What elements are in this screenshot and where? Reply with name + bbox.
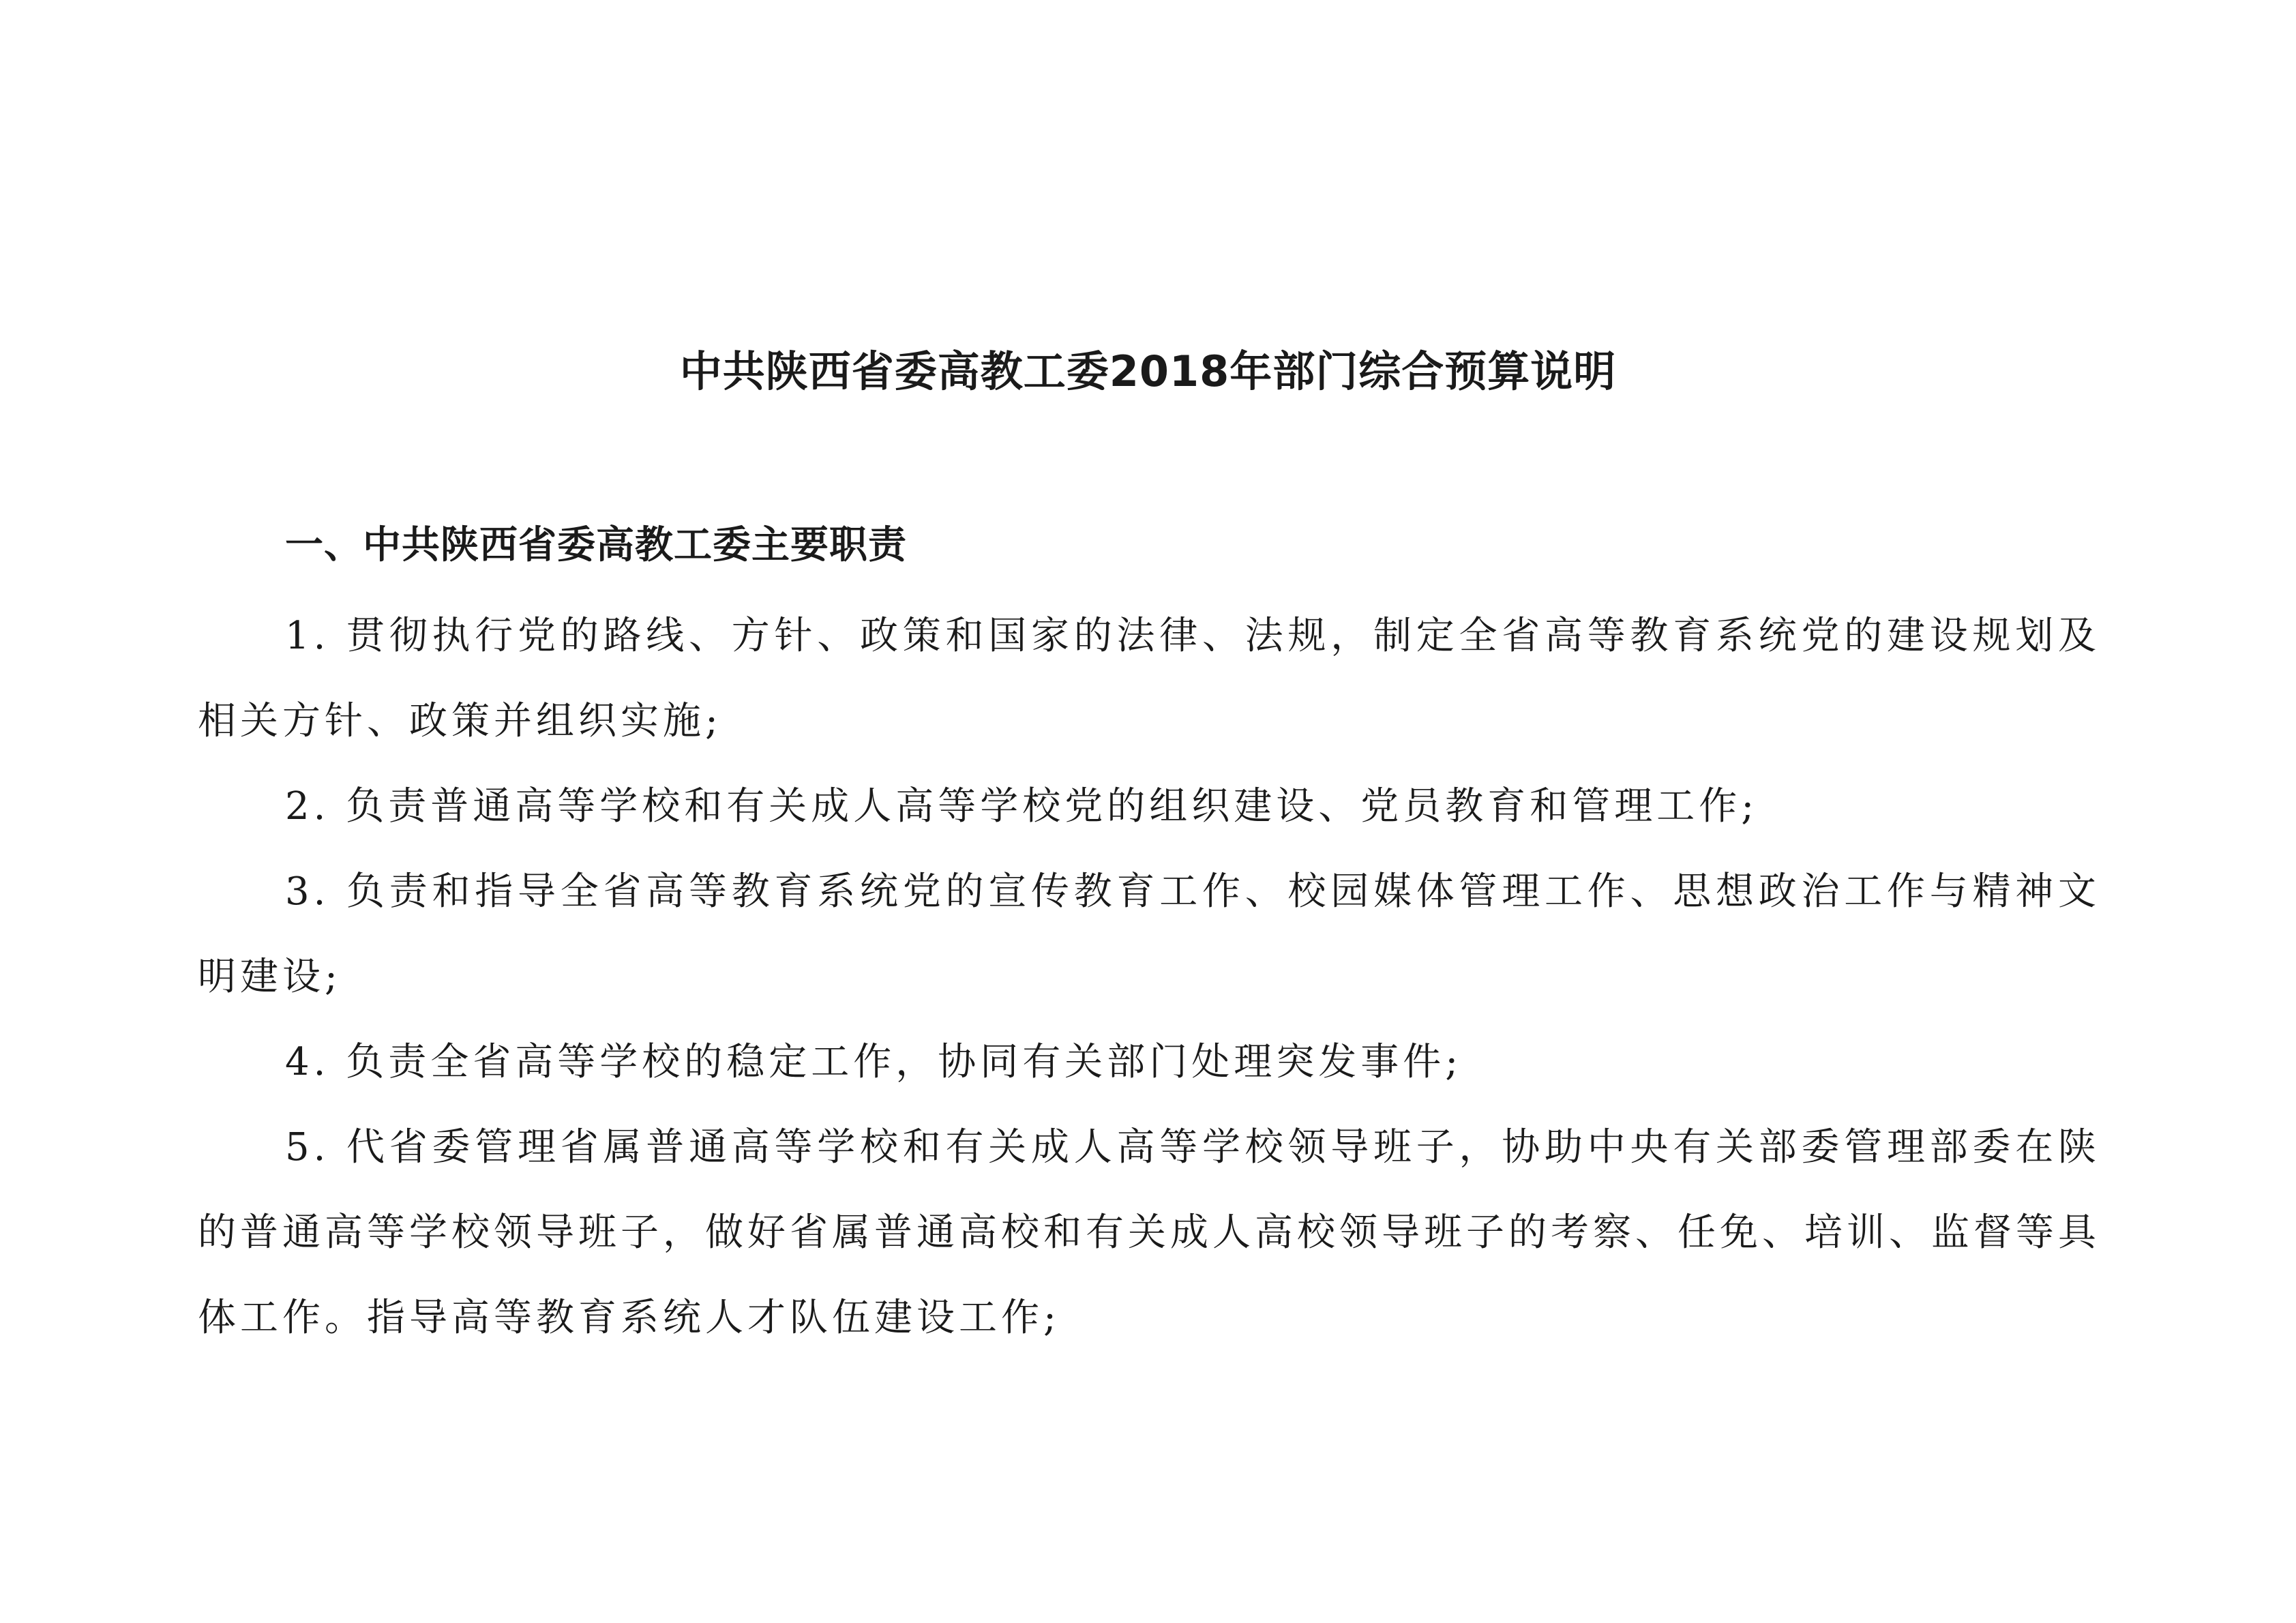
section-heading: 一、中共陕西省委高教工委主要职责 bbox=[285, 523, 907, 567]
document-title: 中共陕西省委高教工委2018年部门综合预算说明 bbox=[679, 346, 1617, 396]
paragraph-5: 5. 代省委管理省属普通高等学校和有关成人高等学校领导班子，协助中央有关部委管理部委在陕的普通高等学校领导班子，做好省属普通高校和有关成人高校领导班子的考察、任免、培训、监督等具体工作。指导高等教育系统人才队伍建设工作; bbox=[198, 1125, 2100, 1340]
paragraph-3: 3. 负责和指导全省高等教育系统党的宣传教育工作、校园媒体管理工作、思想政治工作与精神文明建设; bbox=[198, 869, 2100, 999]
paragraph-1: 1. 贯彻执行党的路线、方针、政策和国家的法律、法规，制定全省高等教育系统党的建设规划及相关方针、政策并组织实施; bbox=[198, 614, 2100, 743]
paragraph-2: 2. 负责普通高等学校和有关成人高等学校党的组织建设、党员教育和管理工作; bbox=[285, 784, 1759, 829]
body-text bbox=[198, 593, 2100, 1360]
paragraph-4: 4. 负责全省高等学校的稳定工作，协同有关部门处理突发事件; bbox=[285, 1040, 1463, 1084]
